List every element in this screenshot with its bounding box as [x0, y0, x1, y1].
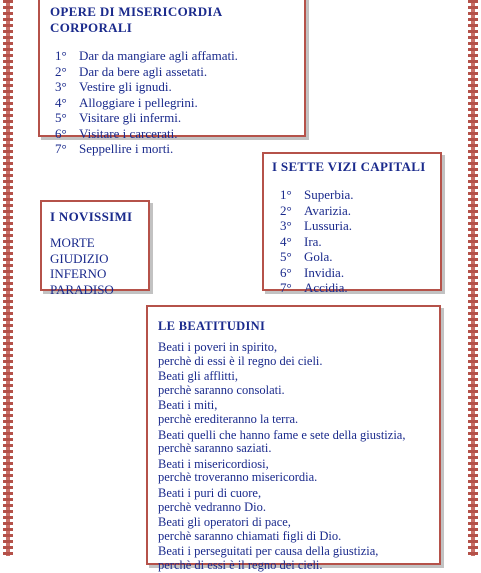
vizi-capitali-box [262, 152, 442, 295]
novissimi-box [40, 200, 150, 297]
list-item: 4° Ira. [280, 233, 322, 249]
list-item: 7° Accidia. [280, 280, 348, 295]
list-item: 2° Avarizia. [280, 202, 352, 218]
beatitudine: Beati gli operatori di pace, perchè saranno chiamati figli di Dio. [158, 515, 342, 543]
beatitudine: Beati i poveri in spirito, perchè di essi è il regno dei cieli. [158, 340, 323, 368]
list-item: 4° Alloggiare i pellegrini. [55, 94, 198, 110]
beatitudine: Beati i perseguitati per causa della giustizia, perchè di essi è il regno dei cieli. [158, 544, 379, 572]
beatitudine: Beati quelli che hanno fame e sete della giustizia, perchè saranno saziati. [158, 427, 406, 456]
beatitudine: Beati i misericordiosi, perchè troveranno misericordia. [158, 456, 318, 485]
beatitudine: Beati i miti, perchè erediteranno la terra. [158, 398, 299, 426]
novissimi-list [50, 235, 148, 297]
list-item: PARADISO [50, 281, 114, 297]
list-item: 7° Seppellire i morti. [55, 141, 174, 156]
beatitudini-box [146, 305, 441, 572]
list-item: 3° Lussuria. [280, 218, 353, 233]
opere-title: OPERE DI MISERICORDIA CORPORALI [50, 4, 222, 35]
list-item: 5° Gola. [280, 249, 333, 264]
list-item: 1° Dar da mangiare agli affamati. [55, 48, 238, 63]
list-item: 2° Dar da bere agli assetati. [55, 63, 208, 79]
vizi-list [272, 187, 440, 296]
beatitudine: Beati gli afflitti, perchè saranno consolati. [158, 369, 285, 397]
list-item: 6° Visitare i carcerati. [55, 125, 178, 141]
beatitudine: Beati i puri di cuore, perchè vedranno Dio. [158, 485, 266, 514]
decorative-left-border [3, 0, 13, 556]
list-item: 6° Invidia. [280, 264, 345, 280]
beatitudini-title: LE BEATITUDINI [158, 319, 266, 333]
list-item: 3° Vestire gli ignudi. [55, 79, 172, 94]
novissimi-title: I NOVISSIMI [50, 209, 133, 224]
opere-misericordia-box [38, 0, 306, 156]
opere-list [50, 48, 304, 157]
list-item: INFERNO [50, 266, 107, 281]
list-item: 1° Superbia. [280, 187, 354, 202]
list-item: MORTE [50, 235, 95, 250]
list-item: GIUDIZIO [50, 250, 109, 266]
decorative-right-border [468, 0, 478, 556]
list-item: 5° Visitare gli infermi. [55, 110, 182, 125]
vizi-title: I SETTE VIZI CAPITALI [272, 159, 426, 174]
